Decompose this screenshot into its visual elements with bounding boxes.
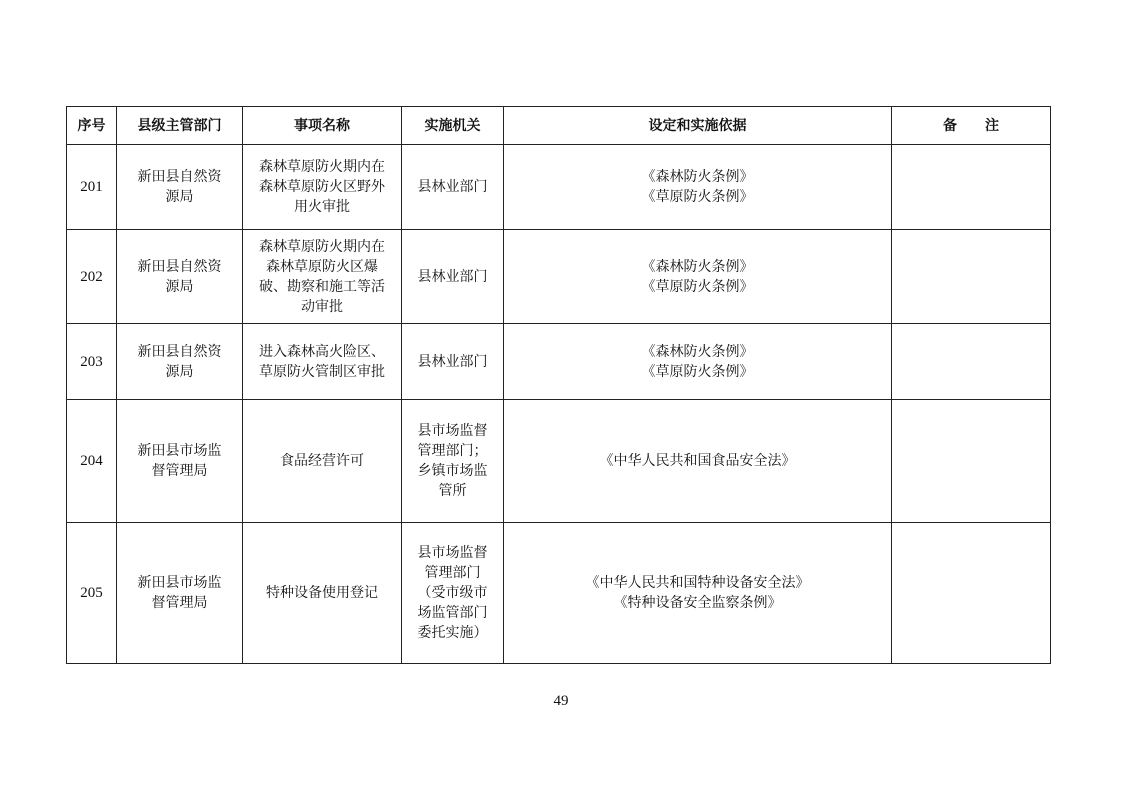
cell-text-line: 草原防火管制区审批	[259, 363, 385, 380]
cell-text-line: 源局	[165, 363, 194, 380]
cell-text-line: 森林草原防火区野外	[259, 179, 385, 195]
header-remarks: 备 注	[892, 107, 1051, 145]
header-implementing-authority: 实施机关	[402, 107, 504, 145]
cell-text-line: 《草原防火条例》	[641, 363, 754, 380]
cell-text-line: 森林草原防火期内在	[259, 159, 385, 175]
cell-text-line: 管所	[438, 483, 467, 499]
table-row	[67, 145, 1051, 230]
cell-county-department	[117, 400, 243, 523]
cell-legal-basis	[504, 145, 892, 230]
table-row	[67, 230, 1051, 324]
cell-text-line: 《中华人民共和国食品安全法》	[599, 453, 796, 469]
cell-text-line: 委托实施）	[417, 625, 488, 641]
cell-item-name	[243, 400, 402, 523]
cell-text-line: 督管理局	[151, 595, 208, 611]
cell-implementing-authority	[402, 400, 504, 523]
cell-serial-number: 205	[67, 523, 117, 664]
cell-text-line: 源局	[165, 278, 194, 295]
cell-serial-number: 201	[67, 145, 117, 230]
cell-text-line: 《草原防火条例》	[641, 278, 754, 295]
cell-text-line: 《特种设备安全监察条例》	[613, 595, 782, 611]
cell-text-line: 森林草原防火区爆	[266, 258, 378, 275]
cell-implementing-authority	[402, 324, 504, 400]
cell-text-line: 进入森林高火险区、	[259, 343, 385, 360]
cell-item-name	[243, 230, 402, 324]
header-legal-basis: 设定和实施依据	[504, 107, 892, 145]
table-row	[67, 400, 1051, 523]
cell-text-line: 新田县自然资	[137, 169, 222, 185]
cell-text-line: 县林业部门	[417, 179, 488, 195]
cell-text-line: 动审批	[301, 298, 343, 315]
cell-legal-basis	[504, 400, 892, 523]
cell-remarks	[892, 523, 1051, 664]
cell-text-line: 森林草原防火期内在	[259, 238, 385, 255]
cell-text-line: 《森林防火条例》	[641, 169, 754, 185]
cell-legal-basis	[504, 230, 892, 324]
cell-serial-number: 202	[67, 230, 117, 324]
cell-text-line: 源局	[165, 189, 194, 205]
cell-implementing-authority	[402, 523, 504, 664]
header-serial-number: 序号	[67, 107, 117, 145]
cell-text-line: 乡镇市场监	[417, 463, 488, 479]
cell-text-line: 破、勘察和施工等活	[259, 278, 385, 295]
cell-legal-basis	[504, 324, 892, 400]
cell-remarks	[892, 324, 1051, 400]
header-item-name: 事项名称	[243, 107, 402, 145]
cell-county-department	[117, 145, 243, 230]
cell-text-line: 县市场监督	[417, 423, 488, 439]
cell-text-line: 《森林防火条例》	[641, 343, 754, 360]
cell-item-name	[243, 145, 402, 230]
cell-text-line: 特种设备使用登记	[266, 585, 378, 601]
cell-text-line: 新田县市场监	[137, 443, 222, 459]
cell-text-line: 场监管部门	[417, 605, 488, 621]
cell-text-line: 县林业部门	[417, 268, 488, 285]
cell-text-line: 新田县自然资	[137, 258, 222, 275]
cell-text-line: 食品经营许可	[280, 453, 364, 469]
cell-serial-number: 204	[67, 400, 117, 523]
cell-text-line: 管理部门	[424, 565, 481, 581]
cell-text-line: 《中华人民共和国特种设备安全法》	[585, 575, 810, 591]
approval-items-table	[66, 106, 1051, 664]
cell-remarks	[892, 400, 1051, 523]
cell-implementing-authority	[402, 230, 504, 324]
cell-text-line: 用火审批	[294, 199, 350, 215]
cell-text-line: 县林业部门	[417, 353, 488, 370]
cell-text-line: 管理部门；	[417, 443, 488, 459]
cell-text-line: （受市级市	[417, 585, 488, 601]
cell-text-line: 《草原防火条例》	[641, 189, 754, 205]
cell-text-line: 督管理局	[151, 463, 208, 479]
cell-remarks	[892, 230, 1051, 324]
cell-text-line: 《森林防火条例》	[641, 258, 754, 275]
cell-item-name	[243, 324, 402, 400]
cell-serial-number: 203	[67, 324, 117, 400]
cell-remarks	[892, 145, 1051, 230]
cell-county-department	[117, 324, 243, 400]
cell-county-department	[117, 523, 243, 664]
cell-implementing-authority	[402, 145, 504, 230]
table-row	[67, 324, 1051, 400]
cell-text-line: 新田县市场监	[137, 575, 222, 591]
table-header-row	[67, 107, 1051, 145]
cell-legal-basis	[504, 523, 892, 664]
cell-text-line: 新田县自然资	[137, 343, 222, 360]
cell-text-line: 县市场监督	[417, 545, 488, 561]
header-county-department: 县级主管部门	[117, 107, 243, 145]
page-number: 49	[553, 693, 569, 709]
table-row	[67, 523, 1051, 664]
cell-item-name	[243, 523, 402, 664]
cell-county-department	[117, 230, 243, 324]
